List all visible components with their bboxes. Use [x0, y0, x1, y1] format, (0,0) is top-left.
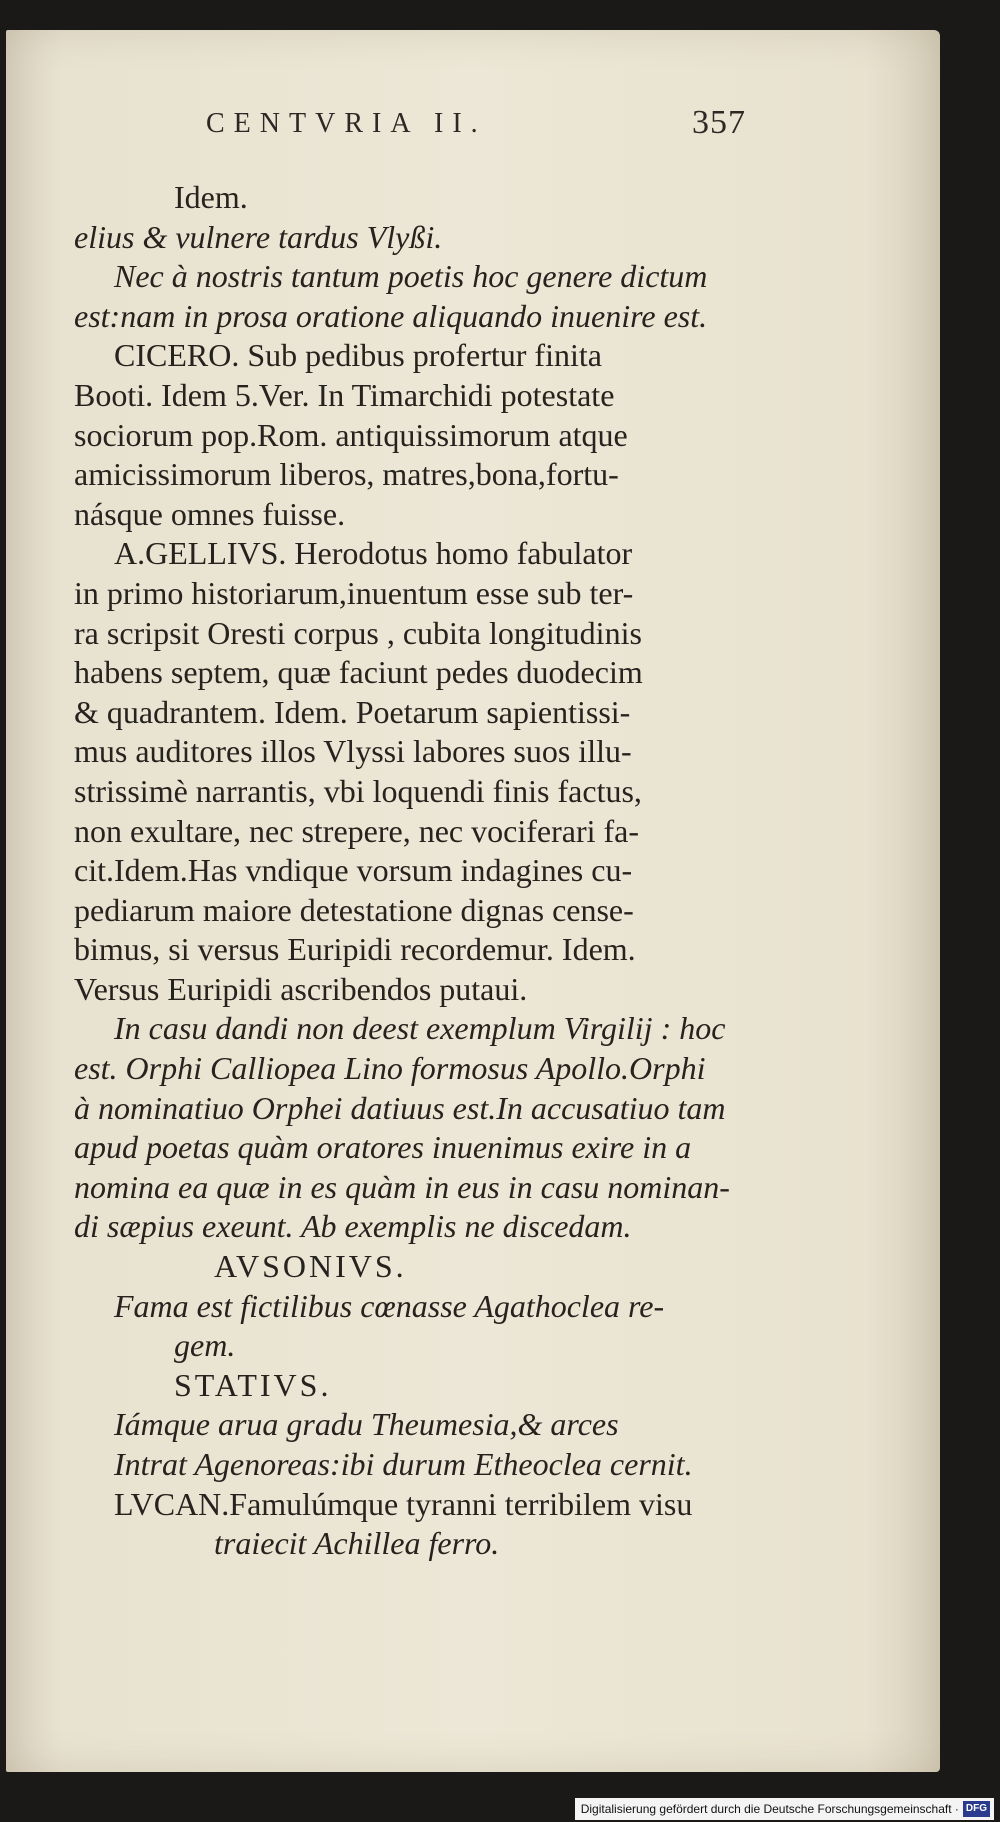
text-line: elius & vulnere tardus Vlyßi. — [74, 218, 443, 255]
text-line: gem. — [174, 1327, 236, 1364]
book-page — [6, 30, 940, 1772]
text-line: à nominatiuo Orphei datiuus est.In accusatiuo tam — [74, 1089, 726, 1126]
body-text — [74, 178, 754, 1564]
text-line: habens septem, quæ faciunt pedes duodecim — [74, 654, 643, 691]
text-line: & quadrantem. Idem. Poetarum sapientissi- — [74, 693, 631, 730]
text-line: Fama est fictilibus cœnasse Agathoclea re- — [114, 1287, 665, 1324]
text-line: bimus, si versus Euripidi recordemur. Idem. — [74, 931, 636, 968]
text-line: mus auditores illos Vlyssi labores suos illu- — [74, 733, 632, 770]
running-head: CENTVRIA II. — [206, 108, 487, 139]
text-line: Idem. — [174, 179, 248, 215]
text-line: AVSONIVS. — [214, 1248, 407, 1285]
page-number: 357 — [692, 104, 746, 141]
text-line: nomina ea quæ in es quàm in eus in casu nominan- — [74, 1168, 730, 1205]
text-line: di sæpius exeunt. Ab exemplis ne discedam. — [74, 1208, 632, 1245]
text-line: sociorum pop.Rom. antiquissimorum atque — [74, 416, 628, 453]
text-line: Nec à nostris tantum poetis hoc genere dictum — [114, 258, 708, 295]
footer-text: Digitalisierung gefördert durch die Deutsche Forschungsgemeinschaft · — [580, 1802, 959, 1816]
text-line: pediarum maiore detestatione dignas cense- — [74, 891, 634, 928]
text-line: traiecit Achillea ferro. — [214, 1525, 500, 1562]
text-line: In casu dandi non deest exemplum Virgilij : hoc — [114, 1010, 726, 1047]
text-line: est. Orphi Calliopea Lino formosus Apollo.Orphi — [74, 1050, 706, 1087]
text-line: Intrat Agenoreas:ibi durum Etheoclea cernit. — [114, 1446, 693, 1482]
text-line: ra scripsit Oresti corpus , cubita longitudinis — [74, 614, 642, 651]
text-line: amicissimorum liberos, matres,bona,fortu- — [74, 456, 619, 493]
text-line: násque omnes fuisse. — [74, 495, 346, 532]
text-line: cit.Idem.Has vndique vorsum indagines cu- — [74, 852, 633, 889]
text-line: non exultare, nec strepere, nec vociferari fa- — [74, 812, 639, 849]
text-line: apud poetas quàm oratores inuenimus exire in a — [74, 1129, 692, 1166]
page-header — [206, 104, 746, 148]
text-line: CICERO. Sub pedibus profertur finita — [114, 337, 602, 374]
digitization-footer — [575, 1798, 994, 1820]
dfg-logo-icon: DFG — [963, 1801, 990, 1817]
text-line: Iámque arua gradu Theumesia,& arces — [114, 1406, 619, 1443]
text-line: A.GELLIVS. Herodotus homo fabulator — [114, 535, 633, 572]
text-line: STATIVS. — [174, 1366, 332, 1403]
text-line: Versus Euripidi ascribendos putaui. — [74, 970, 528, 1007]
text-line: Booti. Idem 5.Ver. In Timarchidi potestate — [74, 376, 615, 413]
text-line: in primo historiarum,inuentum esse sub ter- — [74, 574, 634, 611]
text-line: est:nam in prosa oratione aliquando inuenire est. — [74, 297, 708, 334]
text-line: strissimè narrantis, vbi loquendi finis factus, — [74, 772, 642, 809]
text-line: LVCAN.Famulúmque tyranni terribilem visu — [114, 1485, 693, 1522]
